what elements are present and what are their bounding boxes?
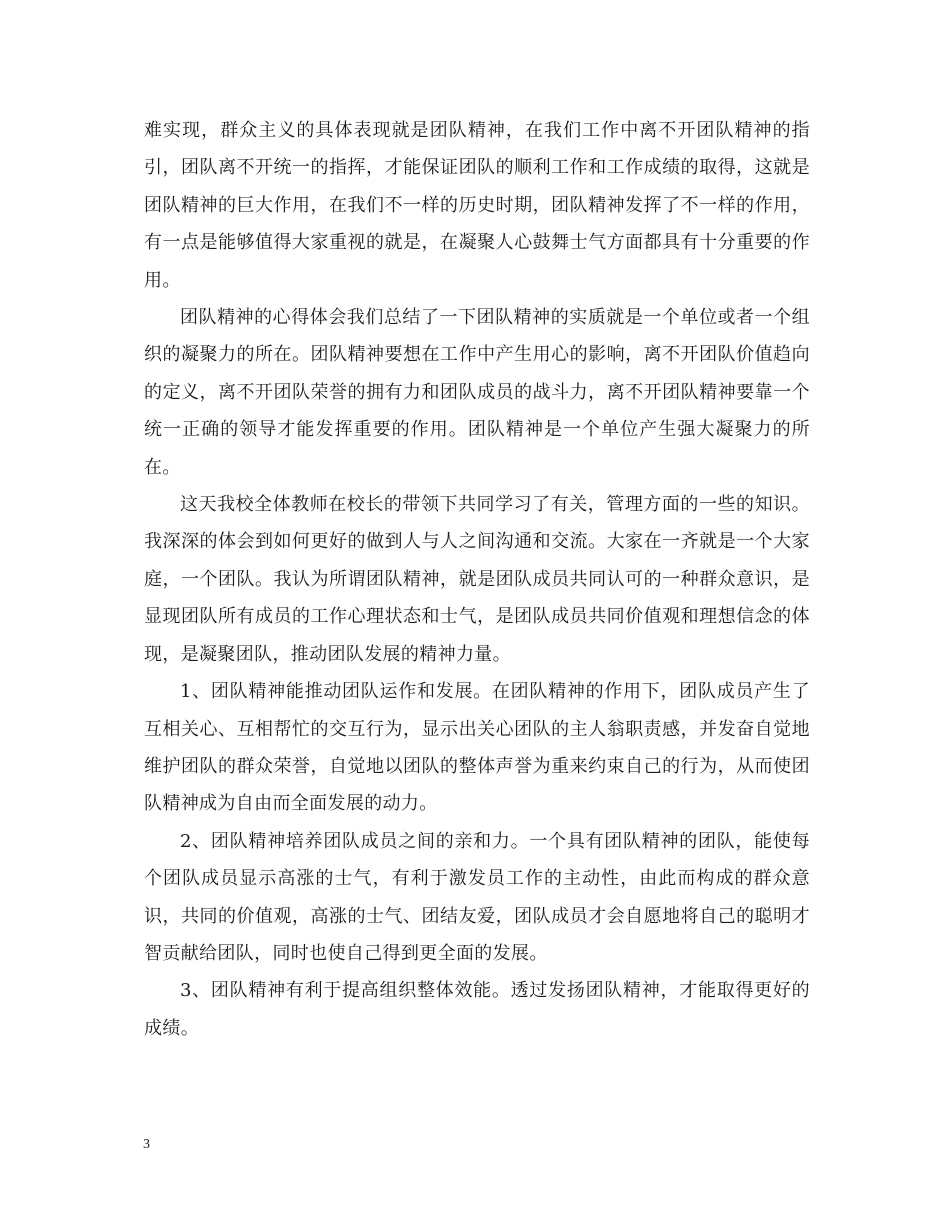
- paragraph-continuation: 难实现，群众主义的具体表现就是团队精神，在我们工作中离不开团队精神的指引，团队离不开统一的指挥，才能保证团队的顺利工作和工作成绩的取得，这就是团队精神的巨大作用，在我们不一样的历史时期，团队精神发挥了不一样的作用，有一点是能够值得大家重视的就是，在凝聚人心鼓舞士气方面都具有十分重要的作用。: [144, 120, 810, 291]
- paragraph-point-1: 1、团队精神能推动团队运作和发展。在团队精神的作用下，团队成员产生了互相关心、互相帮忙的交互行为，显示出关心团队的主人翁职责感，并发奋自觉地维护团队的群众荣誉，自觉地以团队的整体声誉为重来约束自己的行为，从而使团队精神成为自由而全面发展的动力。: [144, 681, 810, 815]
- page-number: 3: [143, 1137, 150, 1152]
- paragraph-point-2: 2、团队精神培养团队成员之间的亲和力。一个具有团队精神的团队，能使每个团队成员显示高涨的士气，有利于激发员工作的主动性，由此而构成的群众意识，共同的价值观，高涨的士气、团结友爱，团队成员才会自愿地将自己的聪明才智贡献给团队，同时也使自己得到更全面的发展。: [144, 830, 810, 964]
- paragraph-point-3: 3、团队精神有利于提高组织整体效能。透过发扬团队精神，才能取得更好的成绩。: [144, 980, 810, 1039]
- paragraph-school-study: 这天我校全体教师在校长的带领下共同学习了有关，管理方面的一些的知识。我深深的体会到如何更好的做到人与人之间沟通和交流。大家在一齐就是一个大家庭，一个团队。我认为所谓团队精神，就是团队成员共同认可的一种群众意识，是显现团队所有成员的工作心理状态和士气，是团队成员共同价值观和理想信念的体现，是凝聚团队，推动团队发展的精神力量。: [144, 494, 810, 665]
- document-body: [144, 112, 810, 1047]
- paragraph-team-spirit-essence: 团队精神的心得体会我们总结了一下团队精神的实质就是一个单位或者一个组织的凝聚力的所在。团队精神要想在工作中产生用心的影响，离不开团队价值趋向的定义，离不开团队荣誉的拥有力和团队成员的战斗力，离不开团队精神要靠一个统一正确的领导才能发挥重要的作用。团队精神是一个单位产生强大凝聚力的所在。: [144, 307, 810, 478]
